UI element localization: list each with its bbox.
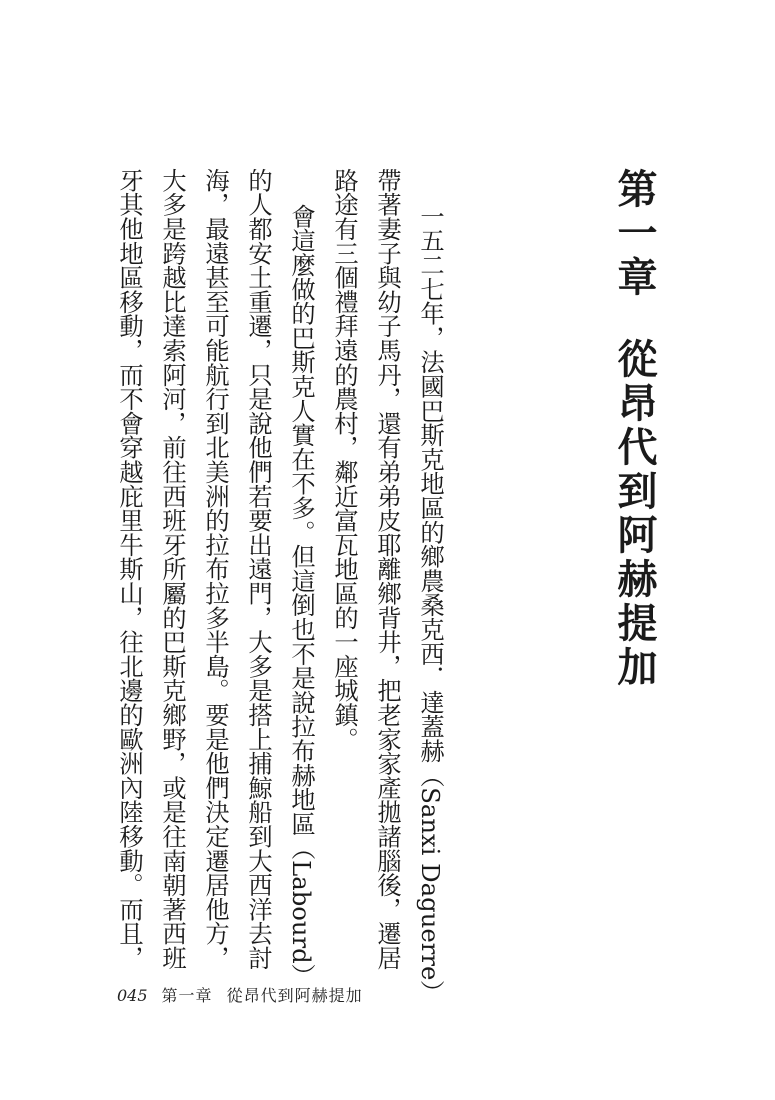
- page-number: 045: [117, 986, 148, 1005]
- body-line-7: 大多是跨越比達索阿河，前往西班牙所屬的巴斯克鄉野，或是往南朝著西班: [158, 168, 187, 970]
- body-line-8: 牙其他地區移動，而不會穿越庇里牛斯山，往北邊的歐洲內陸移動。而且，: [115, 168, 144, 970]
- body-line-4: 會這麼做的巴斯克人實在不多。但這倒也不是說拉布赫地區（Labourd）: [287, 204, 316, 989]
- body-line-2: 帶著妻子與幼子馬丹，還有弟弟皮耶離鄉背井，把老家家產拋諸腦後，遷居: [373, 168, 402, 970]
- latin-place-name: Labourd: [287, 860, 316, 964]
- chapter-number-label: 第一章: [611, 168, 658, 300]
- body-line-1: 一五二七年，法國巴斯克地區的鄉農桑克西．達蓋赫（Sanxi Daguerre）: [416, 204, 445, 1005]
- body-line-3: 路途有三個禮拜遠的農村，鄰近富瓦地區的一座城鎮。: [330, 168, 359, 752]
- running-chapter-label: 第一章: [161, 986, 213, 1005]
- page-footer: [117, 983, 363, 1006]
- running-chapter-title: 從昂代到阿赫提加: [226, 986, 363, 1005]
- chapter-heading: [606, 168, 662, 690]
- body-line-5: 的人都安土重遷，只是說他們若要出遠門，大多是搭上捕鯨船到大西洋去討: [244, 168, 273, 970]
- running-header: [162, 986, 363, 1005]
- latin-name: Sanxi Daguerre: [416, 787, 445, 981]
- body-line-6: 海，最遠甚至可能航行到北美洲的拉布拉多半島。要是他們決定遷居他方，: [201, 168, 230, 970]
- chapter-title: 從昂代到阿赫提加: [611, 338, 658, 690]
